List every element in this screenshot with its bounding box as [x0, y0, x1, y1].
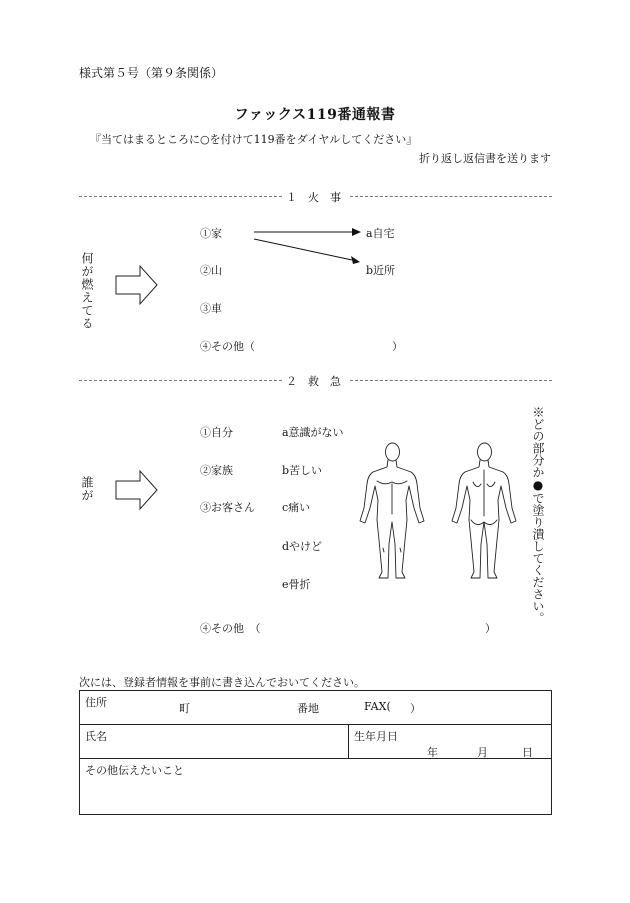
section-emergency-label: ２ 救 急	[286, 375, 341, 388]
reply-note: 折り返し返信書を送ります	[419, 152, 551, 165]
day-label: 日	[522, 746, 533, 759]
divider	[350, 380, 552, 381]
who-other[interactable]: ④その他 （	[200, 622, 261, 635]
who-other-close: ）	[485, 622, 496, 635]
symptom-pain[interactable]: c痛い	[282, 501, 311, 514]
divider	[79, 380, 282, 381]
fire-option-house[interactable]: ①家	[200, 227, 222, 240]
who-family[interactable]: ②家族	[200, 464, 233, 477]
month-label: 月	[477, 746, 488, 759]
divider	[350, 196, 552, 197]
birth-field[interactable]	[349, 725, 552, 759]
registration-intro: 次には、登録者情報を事前に書き込んでおいてください。	[79, 676, 365, 689]
house-option-own[interactable]: a自宅	[366, 227, 395, 240]
name-field[interactable]	[80, 725, 349, 759]
symptom-fracture[interactable]: e骨折	[282, 578, 311, 591]
body-back-figure[interactable]	[447, 440, 522, 582]
arrow-right-icon	[115, 265, 160, 307]
body-front-figure[interactable]	[355, 440, 430, 582]
year-label: 年	[427, 746, 438, 759]
birth-label: 生年月日	[354, 730, 398, 743]
symptom-unconscious[interactable]: a意識がない	[282, 426, 344, 439]
instruction-text: 『当てはまるところに○を付けて119番をダイヤルしてください』	[90, 133, 418, 146]
fire-question: 何が燃えてる	[80, 252, 94, 330]
registration-table	[79, 690, 552, 815]
fax-label: FAX(	[364, 700, 391, 713]
who-customer[interactable]: ③お客さん	[200, 501, 255, 514]
fire-option-mountain[interactable]: ②山	[200, 264, 222, 277]
lot-label: 番地	[297, 702, 319, 715]
house-option-arrows	[250, 225, 365, 270]
house-option-neighbor[interactable]: b近所	[366, 264, 396, 277]
fire-other-close: ）	[392, 340, 403, 353]
address-label: 住所	[85, 696, 107, 709]
fire-option-car[interactable]: ③車	[200, 302, 222, 315]
who-self[interactable]: ①自分	[200, 426, 233, 439]
name-label: 氏名	[85, 730, 107, 743]
other-info-field[interactable]	[80, 759, 552, 815]
arrow-right-icon	[115, 470, 160, 512]
body-shading-note: ※どの部分か●で塗り潰してください。	[531, 406, 545, 624]
divider	[79, 196, 282, 197]
town-label: 町	[179, 702, 190, 715]
symptom-burn[interactable]: dやけど	[282, 540, 323, 553]
page-title: ファックス119番通報書	[234, 107, 396, 123]
emergency-question: 誰が	[80, 476, 94, 502]
form-number: 様式第５号（第９条関係）	[79, 66, 224, 80]
fax-close: ）	[410, 702, 421, 715]
fire-option-other[interactable]: ④その他（	[200, 340, 255, 353]
section-fire-label: １ 火 事	[286, 191, 341, 204]
other-info-label: その他伝えたいこと	[85, 764, 184, 777]
symptom-breathing[interactable]: b苦しい	[282, 464, 323, 477]
address-row[interactable]	[80, 691, 552, 725]
